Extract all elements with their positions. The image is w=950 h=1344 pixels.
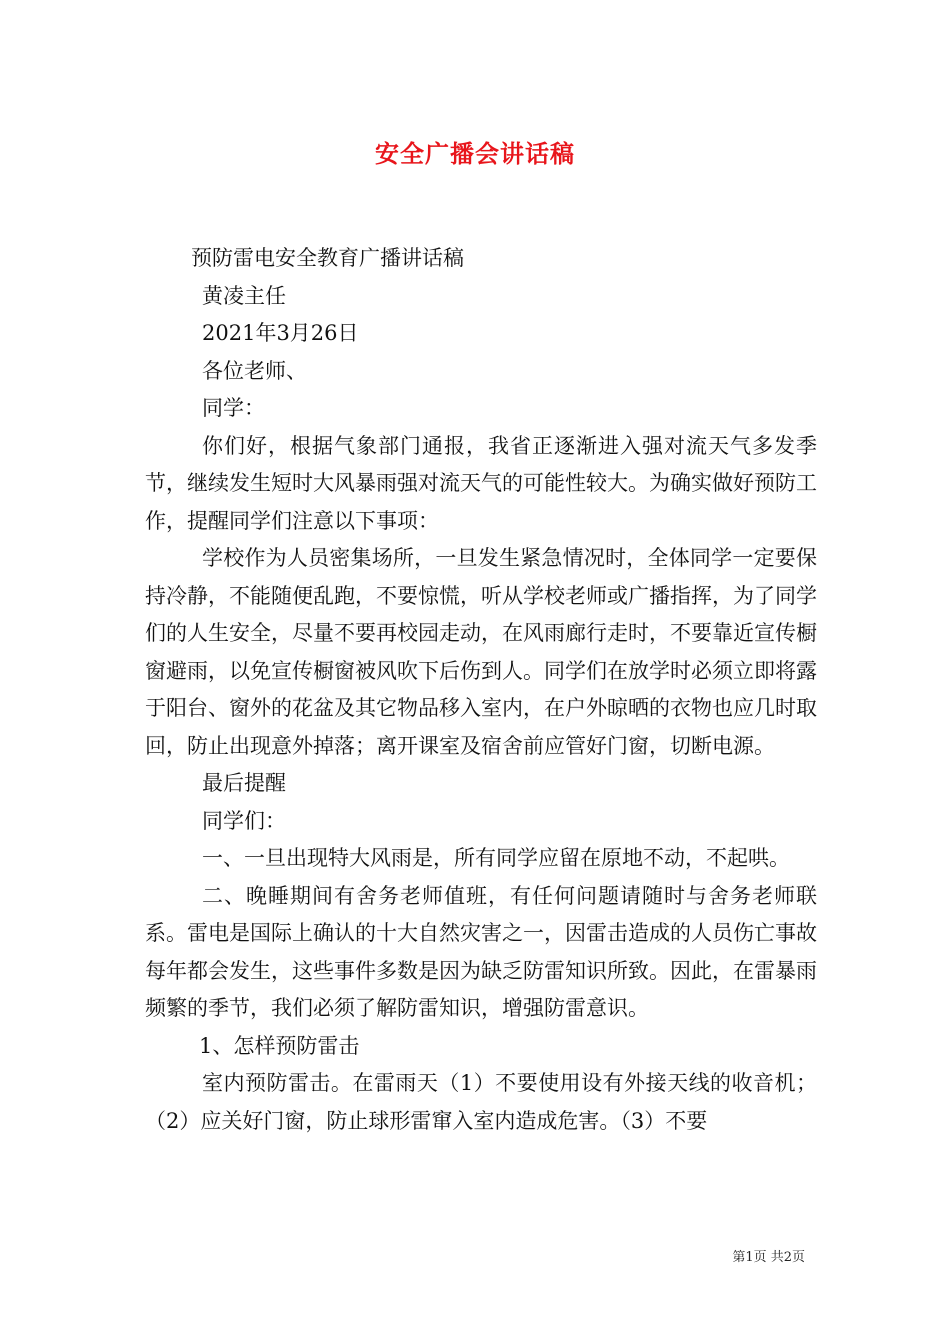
paragraph-indoor-prevention: 室内预防雷击。在雷雨天（1）不要使用设有外接天线的收音机；（2）应关好门窗，防止球形雷窜入室内造成危害。（3）不要 <box>145 1071 817 1133</box>
document-body <box>145 240 817 1140</box>
document-title: 安全广播会讲话稿 <box>375 140 575 168</box>
page-number-footer: 第1页 共2页 <box>732 1250 805 1265</box>
paragraph-greeting-teachers: 各位老师、 <box>202 358 307 383</box>
paragraph-subtitle: 预防雷电安全教育广播讲话稿 <box>191 246 464 270</box>
paragraph-point-one: 一、一旦出现特大风雨是，所有同学应留在原地不动，不起哄。 <box>202 846 790 870</box>
paragraph-intro: 你们好，根据气象部门通报，我省正逐渐进入强对流天气多发季节，继续发生短时大风暴雨强对流天气的可能性较大。为确实做好预防工作，提醒同学们注意以下事项： <box>145 433 817 533</box>
paragraph-date: 2021年3月26日 <box>202 321 359 345</box>
paragraph-students: 同学们： <box>202 808 286 833</box>
paragraph-point-two: 二、晚睡期间有舍务老师值班，有任何问题请随时与舍务老师联系。雷电是国际上确认的十大自然灾害之一，因雷击造成的人员伤亡事故每年都会发生，这些事件多数是因为缺乏防雷知识所致。因此，在雷暴雨频繁的季节，我们必须了解防雷知识，增强防雷意识。 <box>145 883 817 1020</box>
paragraph-section-heading: 1、怎样预防雷击 <box>199 1033 360 1058</box>
paragraph-greeting-students: 同学： <box>202 396 265 420</box>
paragraph-school-safety: 学校作为人员密集场所，一旦发生紧急情况时，全体同学一定要保持冷静，不能随便乱跑，不要惊慌，听从学校老师或广播指挥，为了同学们的人生安全，尽量不要再校园走动，在风雨廊行走时，不要靠近宣传橱窗避雨，以免宣传橱窗被风吹下后伤到人。同学们在放学时必须立即将露于阳台、窗外的花盆及其它物品移入室内，在户外晾晒的衣物也应几时取回，防止出现意外掉落；离开课室及宿舍前应管好门窗，切断电源。 <box>145 546 817 758</box>
paragraph-final-reminder: 最后提醒 <box>202 771 286 795</box>
paragraph-speaker: 黄凌主任 <box>202 283 286 308</box>
